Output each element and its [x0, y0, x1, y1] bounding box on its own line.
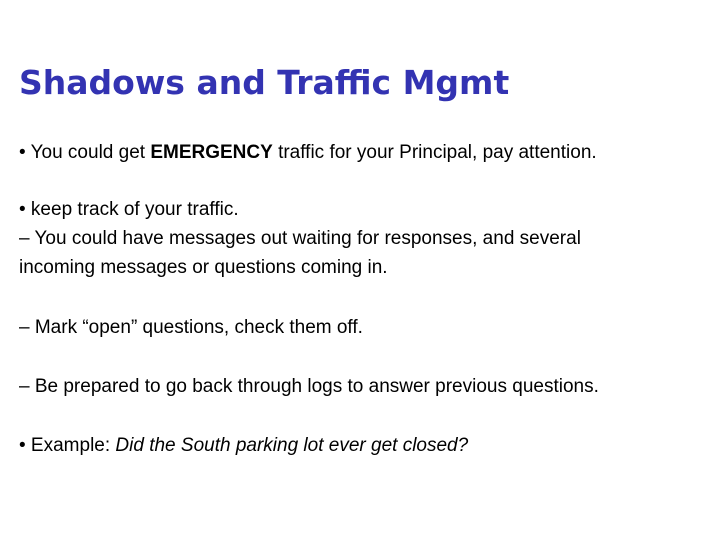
- bullet-example: [19, 431, 709, 460]
- bullet-emergency-emphasis: EMERGENCY: [150, 142, 273, 163]
- sub-bullet-messages-line-1: – You could have messages out waiting for responses, and several: [19, 228, 581, 249]
- slide-body: [19, 138, 709, 460]
- sub-bullet-logs: – Be prepared to go back through logs to answer previous questions.: [19, 376, 599, 397]
- bullet-emergency: [19, 138, 709, 167]
- bullet-example-question: Did the South parking lot ever get closed?: [115, 435, 469, 456]
- bullet-emergency-suffix: traffic for your Principal, pay attention.: [272, 142, 597, 163]
- bullet-emergency-prefix: • You could get: [19, 142, 151, 163]
- bullet-example-prefix: • Example:: [19, 435, 116, 456]
- bullet-keep-track: • keep track of your traffic.: [19, 199, 239, 220]
- sub-bullet-mark-open: – Mark “open” questions, check them off.: [19, 317, 363, 338]
- sub-bullet-messages-line-2: incoming messages or questions coming in.: [19, 257, 388, 278]
- slide-title: Shadows and Traffic Mgmt: [19, 63, 510, 102]
